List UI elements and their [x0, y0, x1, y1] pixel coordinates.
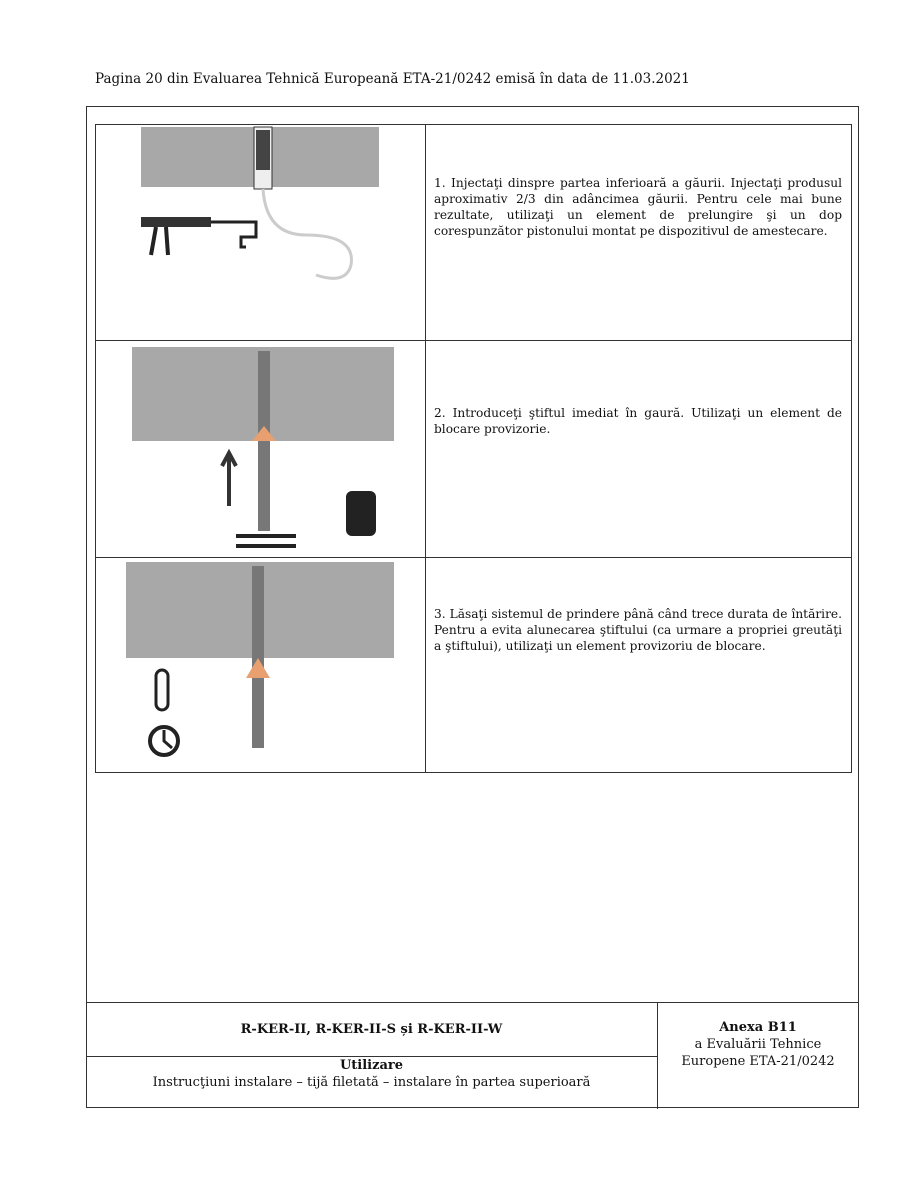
- rotate-arrows-icon: [236, 536, 296, 546]
- glove-icon: [346, 491, 376, 536]
- step-row-1: [96, 125, 851, 341]
- footer-block: [86, 1002, 859, 1109]
- product-names: R-KER-II, R-KER-II-S și R-KER-II-W: [86, 1003, 657, 1057]
- instruction-table: [95, 124, 852, 773]
- page-header: Pagina 20 din Evaluarea Tehnică Europeană ETA-21/0242 emisă în data de 11.03.2021: [95, 71, 690, 87]
- step-3-illustration: [96, 558, 426, 773]
- step-1-illustration: [96, 125, 426, 340]
- step-2-illustration: [96, 341, 426, 557]
- arrow-up-icon: [222, 453, 236, 506]
- annex-line-2: a Evaluării Tehnice: [694, 1037, 822, 1052]
- footer-left: [86, 1003, 658, 1109]
- section-title: Utilizare: [339, 1058, 404, 1073]
- insert-rod-illustration: [96, 341, 426, 557]
- injection-illustration: [96, 125, 426, 340]
- annex-info: [658, 1019, 858, 1070]
- curing-illustration: [96, 558, 426, 772]
- dispensing-gun-icon: [141, 217, 256, 255]
- step-3-text: 3. Lăsaţi sistemul de prindere până când trece durata de întărire. Pentru a evita alunecarea ştiftului (ca urmare a propriei greutăţi a ştiftului), utilizaţi un element provizoriu de blocare.: [434, 607, 842, 653]
- section-subtitle: Instrucţiuni instalare – tijă filetată – instalare în partea superioară: [152, 1075, 591, 1090]
- section-info: [86, 1057, 657, 1091]
- step-row-3: [96, 558, 851, 773]
- thermometer-icon: [156, 670, 168, 710]
- annex-number: Anexa B11: [719, 1020, 797, 1035]
- step-row-2: [96, 341, 851, 558]
- step-1-text: 1. Injectaţi dinspre partea inferioară a găurii. Injectaţi produsul aproximativ 2/3 din adâncimea găurii. Pentru cele mai bune rezultate, utilizaţi un element de prelungire şi un dop corespunzător pistonului montat pe dispozitivul de amestecare.: [434, 176, 842, 238]
- step-2-text: 2. Introduceţi ştiftul imediat în gaură. Utilizaţi un element de blocare provizorie.: [434, 406, 842, 436]
- annex-line-3: Europene ETA-21/0242: [681, 1054, 835, 1069]
